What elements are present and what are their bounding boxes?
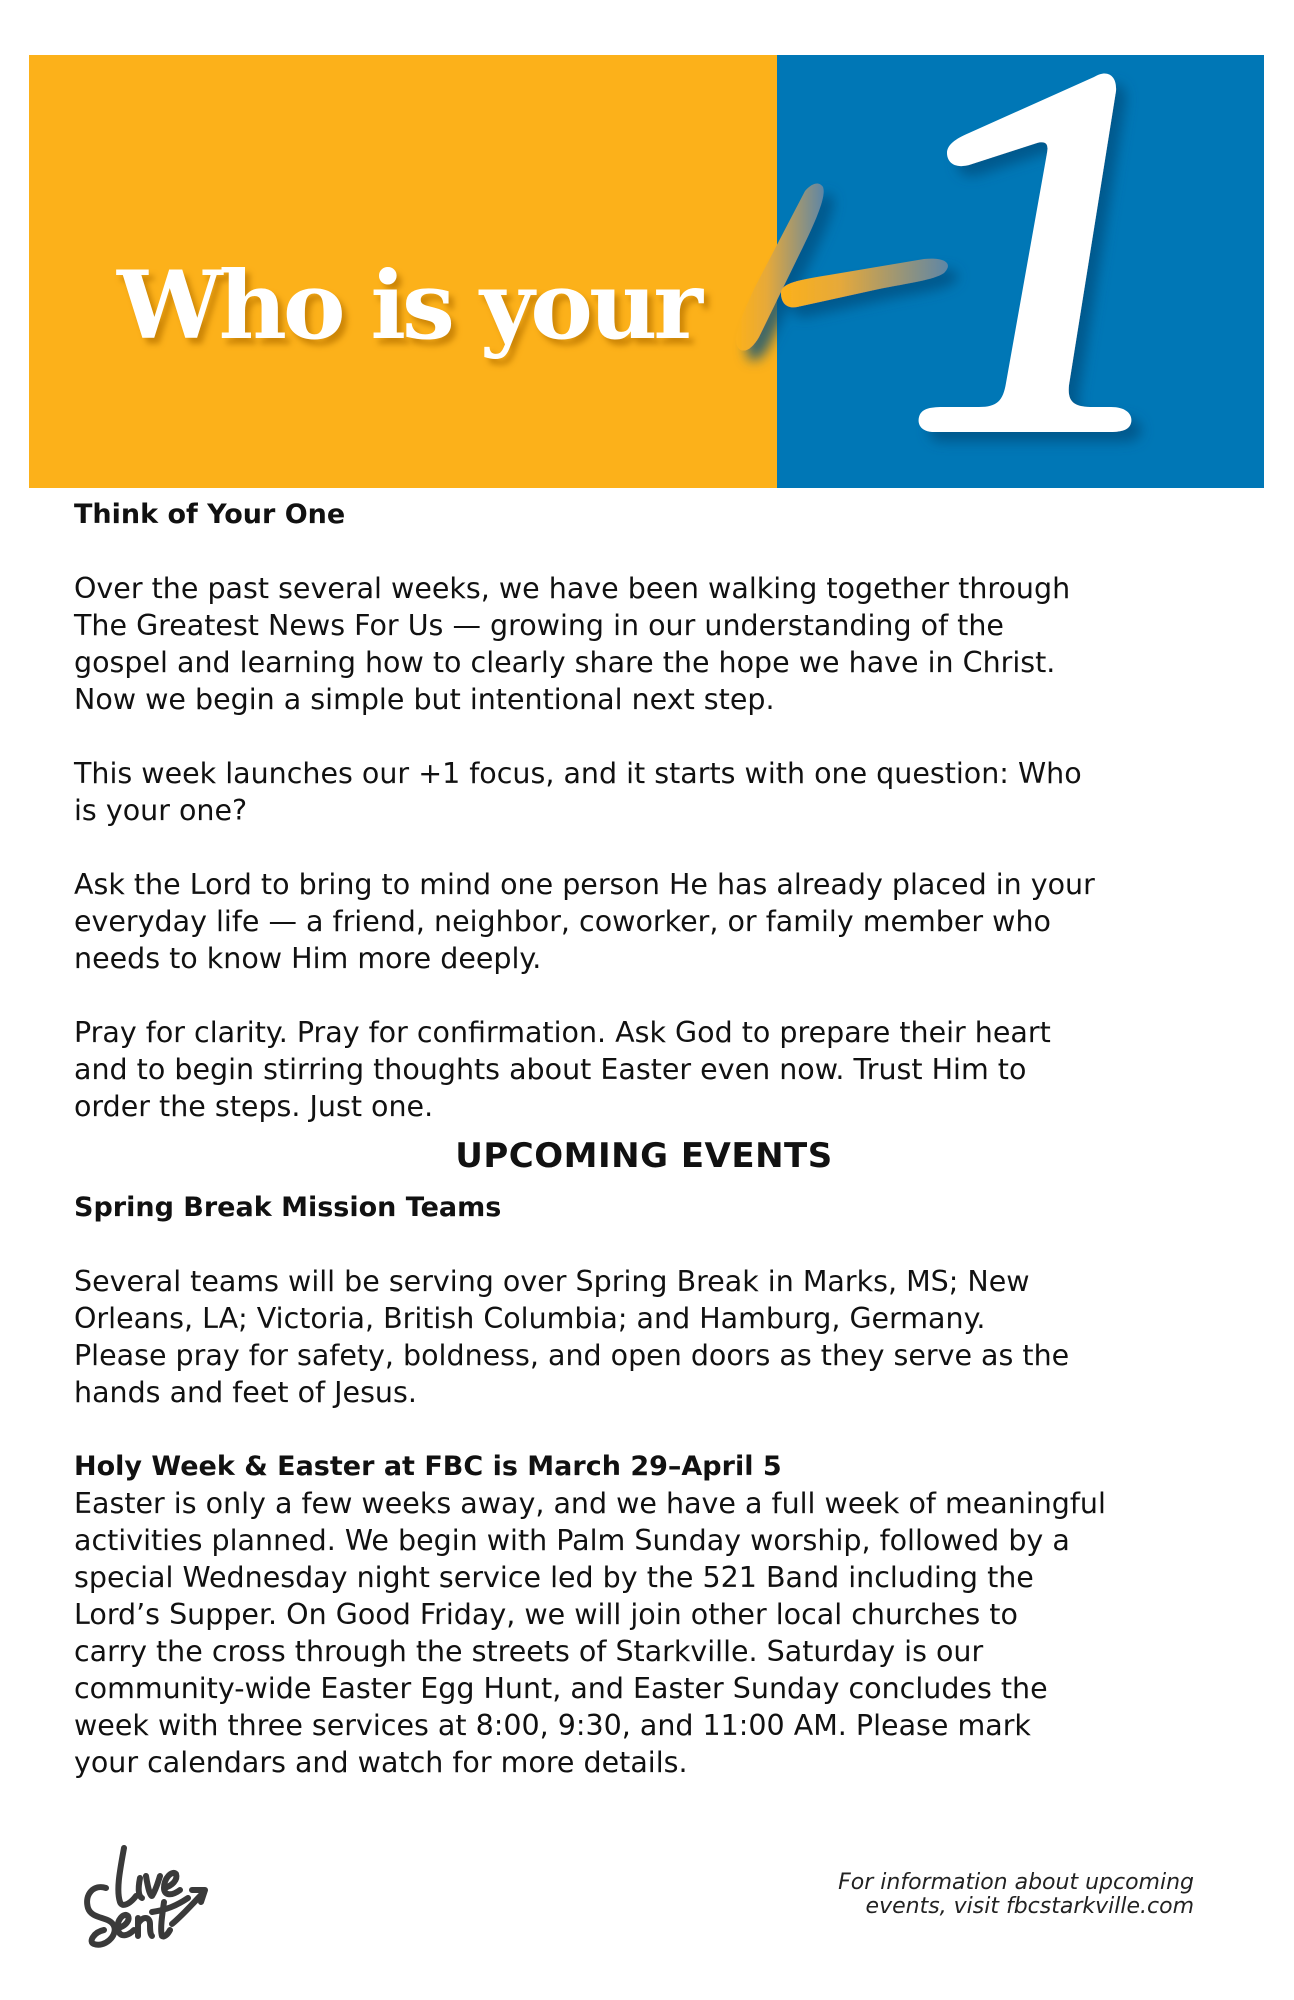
bulletin-content bbox=[74, 496, 1214, 1781]
intro-paragraph-1 bbox=[74, 570, 1214, 718]
text-line: activities planned. We begin with Palm Sunday worship, followed by a bbox=[74, 1524, 1070, 1557]
event-body-spring-break bbox=[74, 1263, 1214, 1411]
text-line: week with three services at 8:00, 9:30, and 11:00 AM. Please mark bbox=[74, 1709, 1031, 1742]
text-line: is your one? bbox=[74, 794, 248, 827]
text-line: events, visit fbcstarkville.com bbox=[865, 1894, 1194, 1919]
text-line: and to begin stirring thoughts about Easter even now. Trust Him to bbox=[74, 1053, 1027, 1086]
text-line: Ask the Lord to bring to mind one person He has already placed in your bbox=[74, 868, 1095, 901]
text-line: Orleans, LA; Victoria, British Columbia; and Hamburg, Germany. bbox=[74, 1302, 986, 1335]
text-line: your calendars and watch for more details. bbox=[74, 1746, 688, 1779]
event-title-spring-break: Spring Break Mission Teams bbox=[74, 1192, 502, 1223]
text-line: This week launches our +1 focus, and it starts with one question: Who bbox=[74, 757, 1082, 790]
intro-paragraph-2 bbox=[74, 755, 1214, 829]
text-line: Pray for clarity. Pray for confirmation. Ask God to prepare their heart bbox=[74, 1016, 1051, 1049]
plus-one-graphic bbox=[29, 55, 1264, 488]
text-line: Over the past several weeks, we have been walking together through bbox=[74, 572, 1071, 605]
text-line: carry the cross through the streets of Starkville. Saturday is our bbox=[74, 1635, 984, 1668]
text-line: Several teams will be serving over Spring Break in Marks, MS; New bbox=[74, 1265, 1030, 1298]
intro-heading: Think of Your One bbox=[74, 499, 346, 530]
intro-paragraph-4 bbox=[74, 1014, 1214, 1125]
text-line: hands and feet of Jesus. bbox=[74, 1376, 417, 1409]
banner-title: Who is your bbox=[117, 251, 699, 361]
number-one-glyph bbox=[919, 73, 1132, 432]
text-line: everyday life — a friend, neighbor, coworker, or family member who bbox=[74, 905, 1051, 938]
text-line: Lord’s Supper. On Good Friday, we will join other local churches to bbox=[74, 1598, 1018, 1631]
text-line: community-wide Easter Egg Hunt, and Easter Sunday concludes the bbox=[74, 1672, 1048, 1705]
text-line: gospel and learning how to clearly share the hope we have in Christ. bbox=[74, 646, 1056, 679]
event-body-holy-week bbox=[74, 1485, 1214, 1781]
text-line: Please pray for safety, boldness, and open doors as they serve as the bbox=[74, 1339, 1070, 1372]
text-line: The Greatest News For Us — growing in our understanding of the bbox=[74, 609, 1004, 642]
text-line: Easter is only a few weeks away, and we have a full week of meaningful bbox=[74, 1487, 1106, 1520]
hero-banner bbox=[29, 55, 1264, 488]
live-sent-logo bbox=[80, 1840, 215, 1960]
text-line: special Wednesday night service led by the 521 Band including the bbox=[74, 1561, 1034, 1594]
text-line: Now we begin a simple but intentional next step. bbox=[74, 683, 775, 716]
intro-paragraph-3 bbox=[74, 866, 1214, 977]
footer-info-note bbox=[838, 1871, 1194, 1919]
upcoming-events-heading: UPCOMING EVENTS bbox=[455, 1136, 833, 1176]
text-line: order the steps. Just one. bbox=[74, 1090, 434, 1123]
plus-icon bbox=[736, 184, 948, 351]
text-line: needs to know Him more deeply. bbox=[74, 942, 542, 975]
text-line: For information about upcoming bbox=[838, 1870, 1194, 1895]
event-title-holy-week: Holy Week & Easter at FBC is March 29–April 5 bbox=[74, 1451, 782, 1482]
